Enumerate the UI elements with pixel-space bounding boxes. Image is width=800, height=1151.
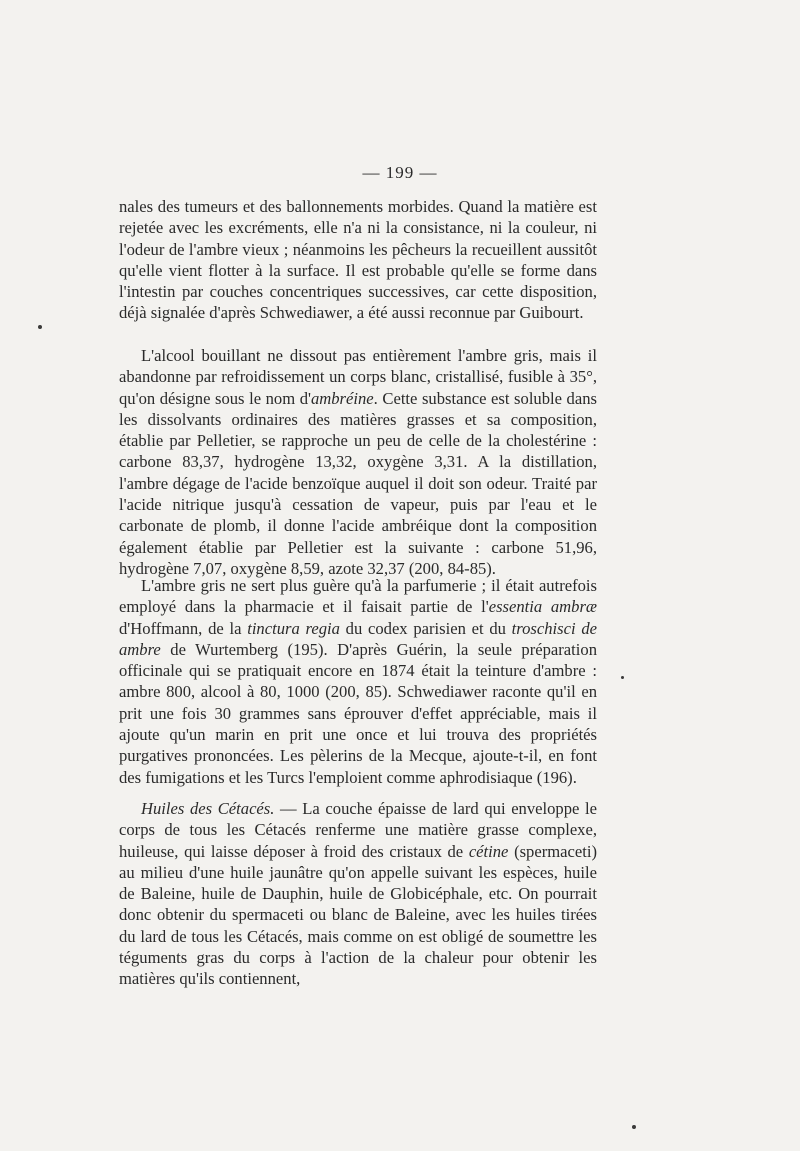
paragraph-2 (119, 345, 597, 579)
term-cetine: cétine (468, 841, 509, 861)
paragraph-1: nales des tumeurs et des ballonnements morbides. Quand la matière est rejetée avec les excréments, elle n'a ni la consistance, ni la couleur, ni l'odeur de l'ambre vieux ; néanmoins les pêcheurs la recueillent aussitôt qu'elle vient flotter à la surface. Il est probable qu'elle se forme dans l'intestin par couches concentriques successives, car cette disposition, déjà signalée d'après Schwediawer, a été aussi reconnue par Guibourt. (119, 197, 597, 323)
paper-speck (38, 325, 42, 329)
paragraph-3-text-e: du codex parisien et du (339, 618, 512, 638)
paragraph-3 (119, 575, 597, 788)
term-essentia-ambrae: essentia ambræ (488, 597, 597, 617)
term-troschisci-de-ambre: troschisci de ambre (119, 618, 597, 659)
paragraph-3-text-a: L'ambre gris ne sert plus guère qu'à la parfumerie ; il était autrefois employé dans la pharmacie et il faisait partie de l' (119, 576, 597, 617)
paragraph-2-text-c: . Cette substance est soluble dans les dissolvants ordinaires des matières grasses et sa composition, établie par Pelletier, se rapproche un peu de celle de la cholestérine : carbone 83,37, hydrogène 13,32, oxygène 3,31. A la distillation, l'ambre dégage de l'acide benzoïque auquel il doit son odeur. Traité par l'acide nitrique jusqu'à cessation de vapeur, puis par l'eau et le carbonate de plomb, il donne l'acide ambréique dont la composition également établie par Pelletier est la suivante : carbone 51,96, hydrogène 7,07, oxygène 8,59, azote 32,37 (200, 84-85). (119, 388, 597, 578)
page-number: — 199 — (362, 163, 438, 182)
paper-speck (632, 1125, 636, 1129)
term-ambreine: ambréine (310, 388, 374, 408)
paragraph-4-text-c: (spermaceti) au milieu d'une huile jaunâtre qu'on appelle suivant les espèces, huile de Baleine, huile de Dauphin, huile de Globicéphale, etc. On pourrait donc obtenir du spermaceti ou blanc de Baleine, avec les huiles tirées du lard de tous les Cétacés, mais comme on est obligé de soumettre les téguments gras du corps à l'action de la chaleur pour obtenir les matières qu'ils contiennent, (119, 841, 597, 989)
section-heading-huiles-des-cetaces: Huiles des Cétacés. (141, 799, 275, 818)
paper-speck (621, 676, 624, 679)
term-tinctura-regia: tinctura regia (247, 618, 340, 638)
paragraph-2-text-a: L'alcool bouillant ne dissout pas entièrement l'ambre gris, mais il abandonne par refroidissement un corps blanc, cristallisé, fusible à 35°, qu'on désigne sous le nom d' (119, 346, 597, 408)
paragraph-4-text-a: — La couche épaisse de lard qui enveloppe le corps de tous les Cétacés renferme une matière grasse complexe, huileuse, qui laisse déposer à froid des cristaux de (119, 799, 597, 861)
paragraph-4 (119, 798, 597, 990)
paragraph-3-text-c: d'Hoffmann, de la (119, 618, 248, 638)
paragraph-3-text-g: de Wurtemberg (195). D'après Guérin, la seule préparation officinale qui se pratiquait encore en 1874 était la teinture d'ambre : ambre 800, alcool à 80, 1000 (200, 85). Schwediawer raconte qu'il en prit une fois 30 grammes sans éprouver d'effet appréciable, mais il ajoute qu'un marin en prit une once et lui trouva des propriétés purgatives prononcées. Les pèlerins de la Mecque, ajoute-t-il, en font des fumigations et les Turcs l'emploient comme aphrodisiaque (196). (119, 639, 597, 787)
